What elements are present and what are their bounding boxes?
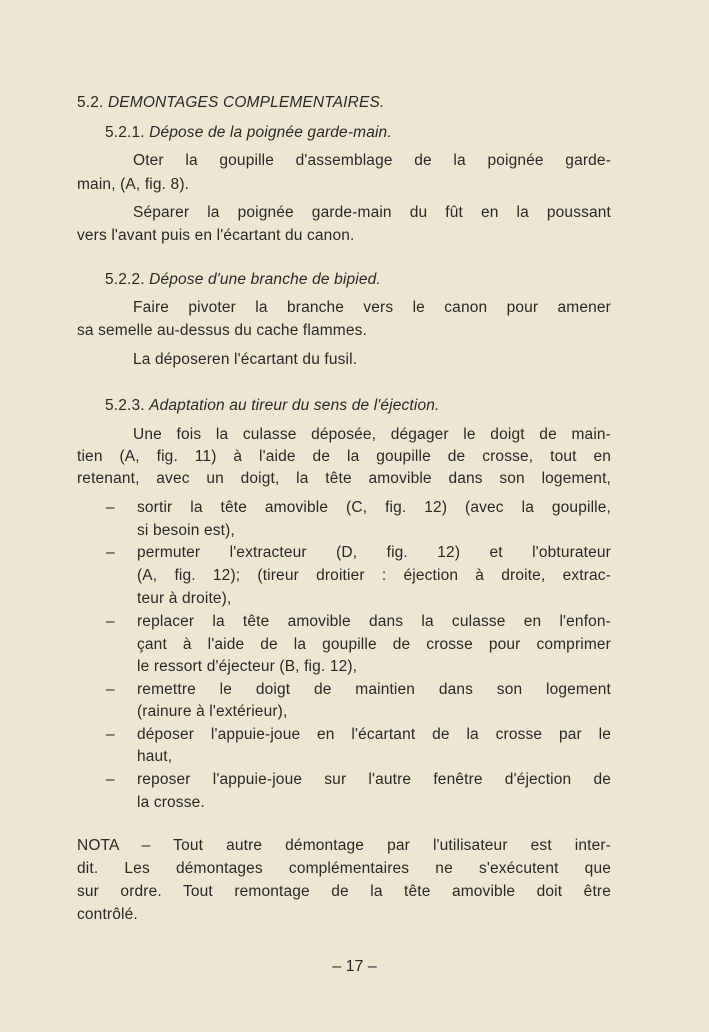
nota-line: sur ordre. Tout remontage de la tête amovible doit être bbox=[77, 883, 611, 900]
list-dash: – bbox=[106, 613, 115, 630]
list-item-line: (A, fig. 12); (tireur droitier : éjection à droite, extrac- bbox=[137, 567, 611, 584]
list-item-line: reposer l'appuie-joue sur l'autre fenêtre d'éjection de bbox=[137, 771, 611, 788]
list-item-line: remettre le doigt de maintien dans son logement bbox=[137, 681, 611, 698]
nota-line: contrôlé. bbox=[77, 906, 138, 923]
list-item-line: sortir la tête amovible (C, fig. 12) (avec la goupille, bbox=[137, 499, 611, 516]
subsection-title: Adaptation au tireur du sens de l'éjection. bbox=[149, 397, 440, 414]
paragraph-line: retenant, avec un doigt, la tête amovible dans son logement, bbox=[77, 470, 611, 487]
subsection-heading-523 bbox=[105, 396, 439, 416]
section-heading bbox=[77, 93, 384, 113]
paragraph-line: Une fois la culasse déposée, dégager le doigt de main- bbox=[133, 426, 611, 443]
list-item-line: replacer la tête amovible dans la culasse en l'enfon- bbox=[137, 613, 611, 630]
paragraph-line: Faire pivoter la branche vers le canon pour amener bbox=[133, 299, 611, 316]
subsection-number: 5.2.2. bbox=[105, 271, 145, 288]
list-item-line: (rainure à l'extérieur), bbox=[137, 703, 288, 720]
section-number: 5.2. bbox=[77, 94, 104, 111]
list-dash: – bbox=[106, 681, 115, 698]
subsection-title: Dépose d'une branche de bipied. bbox=[149, 271, 381, 288]
paragraph-line: main, (A, fig. 8). bbox=[77, 176, 190, 193]
list-dash: – bbox=[106, 726, 115, 743]
list-item-line: haut, bbox=[137, 748, 173, 765]
list-item-line: teur à droite), bbox=[137, 590, 232, 607]
section-title: DEMONTAGES COMPLEMENTAIRES. bbox=[107, 94, 385, 111]
list-item-line: le ressort d'éjecteur (B, fig. 12), bbox=[137, 658, 358, 675]
paragraph-line: tien (A, fig. 11) à l'aide de la goupille de crosse, tout en bbox=[77, 448, 611, 465]
page-number: – 17 – bbox=[332, 958, 377, 975]
nota-line: dit. Les démontages complémentaires ne s'exécutent que bbox=[77, 860, 611, 877]
subsection-heading-522 bbox=[105, 270, 381, 290]
list-dash: – bbox=[106, 499, 115, 516]
paragraph-line: vers l'avant puis en l'écartant du canon. bbox=[77, 227, 355, 244]
subsection-title: Dépose de la poignée garde-main. bbox=[149, 124, 392, 141]
subsection-number: 5.2.3. bbox=[105, 397, 145, 414]
paragraph-line: sa semelle au-dessus du cache flammes. bbox=[77, 322, 367, 339]
paragraph-line: Séparer la poignée garde-main du fût en la poussant bbox=[133, 204, 611, 221]
nota-line: NOTA – Tout autre démontage par l'utilisateur est inter- bbox=[77, 837, 611, 854]
paragraph-line: Oter la goupille d'assemblage de la poignée garde- bbox=[133, 152, 611, 169]
subsection-heading-521 bbox=[105, 123, 392, 143]
list-item-line: si besoin est), bbox=[137, 522, 235, 539]
list-dash: – bbox=[106, 544, 115, 561]
list-item-line: permuter l'extracteur (D, fig. 12) et l'obturateur bbox=[137, 544, 611, 561]
subsection-number: 5.2.1. bbox=[105, 124, 145, 141]
list-item-line: déposer l'appuie-joue en l'écartant de la crosse par le bbox=[137, 726, 611, 743]
list-item-line: çant à l'aide de la goupille de crosse pour comprimer bbox=[137, 636, 611, 653]
list-item-line: la crosse. bbox=[137, 794, 205, 811]
paragraph-line: La déposeren l'écartant du fusil. bbox=[133, 351, 358, 368]
list-dash: – bbox=[106, 771, 115, 788]
